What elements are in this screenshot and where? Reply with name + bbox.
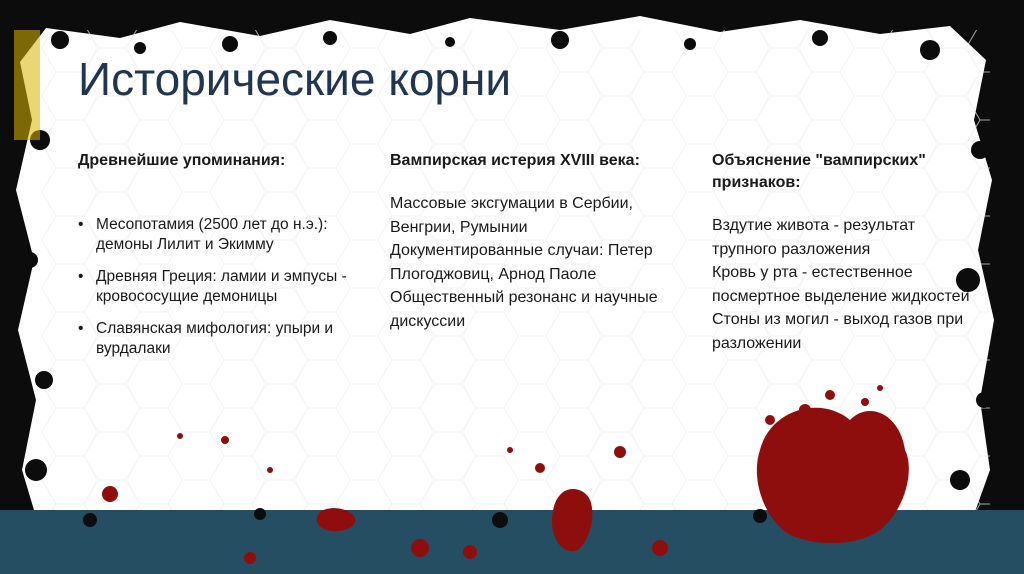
slide-title: Исторические корни xyxy=(78,53,512,105)
plain-list xyxy=(712,214,972,355)
column-explanations xyxy=(712,150,972,355)
list-item: Кровь у рта - естественное посмертное выделение жидкостей xyxy=(712,264,970,305)
column-ancient-mentions xyxy=(78,150,368,371)
list-item: Вздутие живота - результат трупного разложения xyxy=(712,217,916,258)
list-item: • Древняя Греция: ламии и эмпусы - кровососущие демоницы xyxy=(78,267,368,307)
list-item: • Славянская мифология: упыри и вурдалаки xyxy=(78,319,368,359)
list-item: Стоны из могил - выход газов при разложении xyxy=(712,311,964,352)
bullet-list xyxy=(78,215,368,359)
column-heading: Объяснение "вампирских" признаков: xyxy=(712,152,926,191)
list-item: Общественный резонанс и научные дискуссии xyxy=(390,289,658,330)
column-heading: Вампирская истерия XVIII века: xyxy=(390,152,640,169)
list-item: • Месопотамия (2500 лет до н.э.): демоны Лилит и Экимму xyxy=(78,215,368,255)
list-item: Документированные случаи: Петер Плогоджовиц, Арнод Паоле xyxy=(390,242,653,283)
column-vampire-hysteria xyxy=(390,150,690,333)
plain-list xyxy=(390,192,690,333)
list-item: Массовые эксгумации в Сербии, Венгрии, Румынии xyxy=(390,195,633,236)
column-heading: Древнейшие упоминания: xyxy=(78,152,286,169)
